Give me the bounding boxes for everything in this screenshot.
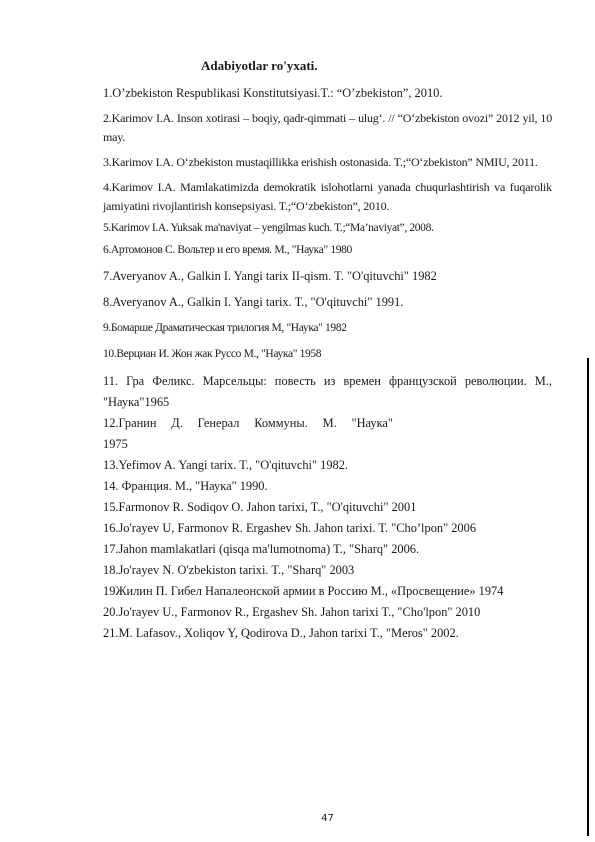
- page-number: 47: [321, 813, 334, 824]
- reference-item: 8.Averyanov A., Galkin I. Yangi tarix. T., "O'qituvchi" 1991.: [103, 295, 404, 309]
- reference-item: 6.Артомонов С. Вольтер и его время. М., "Наука" 1980: [103, 244, 352, 256]
- reference-item: 12.Гранин Д. Генерал Коммуны. М. "Наука": [103, 416, 393, 430]
- reference-item: 4.Karimov I.A. Mamlakatimizda demokratik islohotlarni yanada chuqurlashtirish va fuqarolik jamiyatini rivojlantirish konsepsiyasi. T.;“O‘zbekiston”, 2010.: [103, 180, 552, 213]
- reference-item-continuation: 1975: [103, 437, 128, 451]
- reference-list: [103, 84, 552, 644]
- reference-item: 10.Верциан И. Жон жак Руссо М., "Наука" 1958: [103, 348, 322, 360]
- page-edge-bar: [587, 358, 589, 836]
- reference-item: 18.Jo'rayev N. O'zbekiston tarixi. T., "Sharq" 2003: [103, 563, 355, 577]
- reference-item: 16.Jo'rayev U, Farmonov R. Ergashev Sh. Jahon tarixi. T. "Cho’lpon" 2006: [103, 521, 477, 535]
- reference-item: 9.Бомарше Драматическая трилогия М, "Наука" 1982: [103, 322, 347, 334]
- reference-item: 11. Гра Феликс. Марсельцы: повесть из времен французской революции. М., "Наука"1965: [103, 374, 552, 409]
- reference-item: 15.Farmonov R. Sodiqov O. Jahon tarixi, T., "O'qituvchi" 2001: [103, 500, 417, 514]
- reference-item: 1.O’zbekiston Respublikasi Konstitutsiyasi.T.: “O’zbekiston”, 2010.: [103, 86, 443, 100]
- page-title: Adabiyotlar ro'yxati.: [201, 58, 318, 73]
- reference-item: 5.Karimov I.A. Yuksak ma'naviyat – yengilmas kuch. T.;“Ma’naviyat”, 2008.: [103, 222, 434, 234]
- reference-item: 14. Франция. М., "Наука" 1990.: [103, 479, 268, 493]
- reference-item: 2.Karimov I.A. Inson xotirasi – boqiy, qadr-qimmati – ulug‘. // “O‘zbekiston ovozi” 2012 yil, 10 may.: [103, 111, 552, 144]
- reference-item: 17.Jahon mamlakatlari (qisqa ma'lumotnoma) T., "Sharq" 2006.: [103, 542, 420, 556]
- reference-item: 7.Averyanov A., Galkin I. Yangi tarix II-qism. T. "O'qituvchi" 1982: [103, 269, 437, 283]
- reference-item: 19Жилин П. Гибел Напалеонской армии в Россию М., «Просвещение» 1974: [103, 584, 504, 598]
- reference-item: 21.M. Lafasov., Xoliqov Y, Qodirova D., Jahon tarixi T., "Meros" 2002.: [103, 626, 459, 640]
- reference-item: 3.Karimov I.A. O‘zbekiston mustaqillikka erishish ostonasida. T.;“O‘zbekiston” NMIU, 2011.: [103, 155, 538, 169]
- reference-item: 13.Yefimov A. Yangi tarix. T., "O'qituvchi" 1982.: [103, 458, 349, 472]
- reference-item: 20.Jo'rayev U., Farmonov R., Ergashev Sh. Jahon tarixi T., "Cho'lpon" 2010: [103, 605, 481, 619]
